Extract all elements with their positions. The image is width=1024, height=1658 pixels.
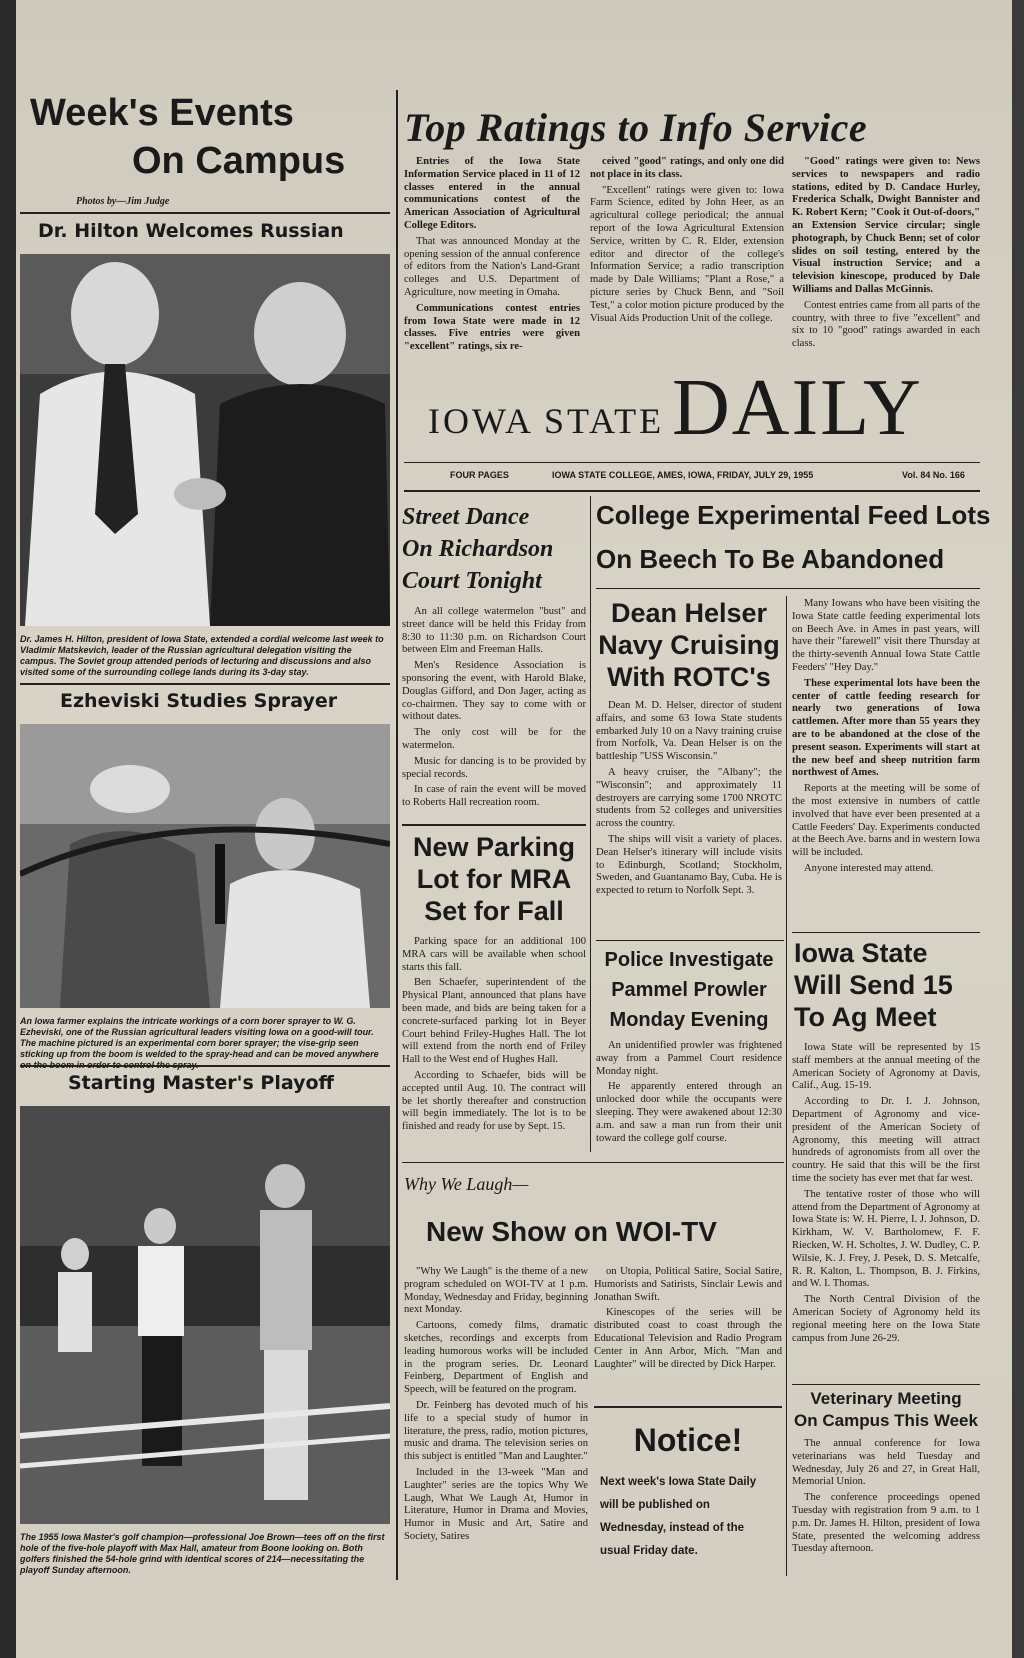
top-col1-p2: That was announced Monday at the opening session of the annual conference of editors from the Nation's Land-Grant colleges and U.S. Department of Agriculture, now meeting in Omaha. [404,235,580,298]
notice-box [594,1406,782,1580]
woi-col1-p1: "Why We Laugh" is the theme of a new program scheduled on WOI-TV at 1 p.m. Monday, Wednesday and Friday, beginning next Monday. [404,1266,588,1316]
woi-col1-p4: Included in the 13-week "Man and Laughter" series are the topics Why We Laugh, What We Laugh At, Humor in Literature, Humor in Drama and Movies, Humor in Music and Art, Satire and Society, Satires [404,1466,588,1542]
caption-ezheviski: An Iowa farmer explains the intricate workings of a corn borer sprayer to W. G. Ezheviski, one of the Russian agricultural leaders visiting Iowa on a good-will tour. The machine pictured is an experimental corn borer sprayer; the vise-grip seen sticking up from the boom is welded to the spray-head and can be moved anywhere [20,1016,379,1059]
top-story-col3 [792,156,980,368]
notice-body: Next week's Iowa State Daily will be published on Wednesday, instead of the usual Friday date. [600,1475,757,1557]
top-col1-p3: Communications contest entries from Iowa State were made in 12 classes. Five entries were given "excellent" ratings, six re- [404,302,580,353]
woi-kicker: Why We Laugh— [404,1174,529,1194]
agmeet-p1: Iowa State will be represented by 15 staff members at the annual meeting of the American Society of Agronomy at Davis, Calif., Aug. 15-19. [792,1042,980,1092]
vet-p2: The conference proceedings opened Tuesday with registration from 9 a.m. to 1 p.m. Dr. James H. Hilton, president of Iowa State, presented the welcoming address Tuesday afternoon. [792,1492,980,1555]
street-dance-p2: Men's Residence Association is sponsoring the event, with Harold Blake, Douglas Gifford, and Don Jager, acting as co-chairmen. They say to come with or without dates. [402,660,586,723]
top-col3-p1: "Good" ratings were given to: News services to newspapers and radio stations, edited by D. Candace Hurley, Frederica Schalk, Dwight Bannister and K. Robert Kern; "Cook it Out-of-doors," an Extension Service circular; single photograph, by Chuck Benn; set of color slides on soil testing, entered by the Visual instruction Service; and a television kinescope, produced by Dale Williams and Dallas McGinnis. [792,156,980,295]
top-story-col2 [590,156,784,368]
top-col3-p2: Contest entries came from all parts of the country, with three to five "excellent" and six to 10 "good" ratings awarded in each class. [792,299,980,350]
helser-headline-1: Dean Helser [610,598,768,628]
helser-body [596,700,782,936]
section-heading-ezheviski: Ezheviski Studies Sprayer [60,690,338,712]
parking-headline-1: New Parking [412,832,576,862]
parking-headline-2: Lot for MRA [416,864,572,894]
left-title-line1: Week's Events [30,92,294,134]
agmeet-body [792,1042,980,1380]
street-dance-p3: The only cost will be for the watermelon. [402,727,586,751]
helser-headline-3: With ROTC's [607,662,771,692]
photo-masters-playoff [20,1106,390,1524]
masthead-pages: FOUR PAGES [450,470,509,480]
parking-p2: Ben Schaefer, superintendent of the Physical Plant, announced that plans have been made, and bids are being taken for a concrete-surfaced parking lot in Beyer Court behind Friley-Hughes Hall. The lot will extend from the north end of Friley Hall to the West end of Hughes Hall. [402,977,586,1066]
agmeet-headline-1: Iowa State [794,938,928,968]
section-heading-hilton: Dr. Hilton Welcomes Russian [38,220,344,242]
street-dance-p4: Music for dancing is to be provided by special records. [402,755,586,780]
street-dance-headline-2: On Richardson [402,536,554,562]
prowler-p2: He apparently entered through an unlocked door while the occupants were sleeping. They were awakened about 12:30 a.m. and saw a man run from their unit toward the college golf course. [596,1081,782,1144]
woi-headline: New Show on WOI-TV [426,1216,717,1247]
woi-col2-p2: Kinescopes of the series will be distributed coast to coast through the Educational Television and Radio Program Center in Ann Arbor, Mich. "Man and Laughter" will be directed by Dick Harper. [594,1307,782,1370]
feedlots-p2: These experimental lots have been the center of cattle feeding research for nearly two generations of Iowa cattlemen. After more than 55 years they are to be abandoned at the close of the present season. Experiments will start at the new beef and sheep nutrition farm northwest of Ames. [792,677,980,779]
agmeet-p3: The tentative roster of those who will attend from the Department of Agronomy at Iowa State is: W. H. Pierre, I. J. Johnson, D. Kirkham, W. V. Bartholomew, F. F. Riecken, W. H. Scholtes, J. W. Dudley, C. P. Wilsie, K. J. Frey, J. Pesek, D. S. Metcalfe, R. R. Kalton, L. Thompson, B. J. Firkins, and W. I. Thomas. [792,1188,980,1290]
helser-p3: The ships will visit a variety of places. Dean Helser's itinerary will include visits to Edinburgh, Scotland; Stockholm, Sweden, and Guantanamo Bay, Cuba. He is expected to return to Norfolk Sept. 3. [596,833,782,897]
street-dance-body [402,606,586,814]
parking-p3: According to Schaefer, bids will be accepted until Aug. 10. The contract will be let shortly thereafter and construction will begin immediately. The lot is to be finished and ready for use by Sept. 15. [402,1069,586,1133]
prowler-body [596,1040,782,1156]
prowler-headline-2: Pammel Prowler [611,979,767,1001]
masthead-dateline: IOWA STATE COLLEGE, AMES, IOWA, FRIDAY, JULY 29, 1955 [552,470,814,480]
top-story-col1 [404,156,580,368]
left-photo-column [20,90,390,1580]
photo-ezheviski-sprayer [20,724,390,1008]
woi-col1 [404,1266,588,1580]
feedlots-p4: Anyone interested may attend. [804,862,934,874]
prowler-headline-1: Police Investigate [604,949,774,971]
vet-p1: The annual conference for Iowa veterinarians was held Tuesday and Wednesday, July 26 and 27, in Great Hall, Memorial Union. [792,1438,980,1488]
vet-headline-2: On Campus This Week [794,1411,978,1430]
street-dance-headline-1: Street Dance [402,504,530,530]
prowler-p1: An unidentified prowler was frightened away from a Pammel Court residence Monday night. [596,1040,782,1077]
masthead-volume: Vol. 84 No. 166 [902,470,965,480]
feedlots-p3: Reports at the meeting will be some of the most extensive in numbers of cattle involved that have ever been presented at a Cattle Feeders' Day. Experiments conducted at the Beech Ave. barns and in western Iowa will be included. [792,783,980,859]
helser-headline-2: Navy Cruising [598,630,780,660]
caption-hilton: Dr. James H. Hilton, president of Iowa State, extended a cordial welcome last week to Vladimir Matskevich, leader of the Russian agricultural delegation visiting the campus. The Soviet group attended periods of lecturing and discussions and also visited some of the surrounding college lands during its 3-day stay. [20,634,384,677]
top-col1-p1: Entries of the Iowa State Information Service placed in 11 of 12 classes entered in the annual communications contest of the American Association of Agricultural College Editors. [404,156,580,231]
film-edge-left [0,0,16,1658]
section-heading-masters-playoff: Starting Master's Playoff [68,1072,334,1094]
top-headline: Top Ratings to Info Service [404,105,868,150]
agmeet-p2: According to Dr. I. J. Johnson, Department of Agronomy and vice-president of the American Society of Agronomy, this meeting will attract hundreds of agronomists from all over the country. He said that this will be the first time the society has ever met that far west. [792,1096,980,1184]
helser-p2: A heavy cruiser, the "Albany"; the "Wisconsin"; and approximately 11 destroyers are carrying some 1700 NROTC students from 52 colleges and universities across the country. [596,766,782,830]
vet-body [792,1438,980,1578]
street-dance-headline-3: Court Tonight [402,568,542,594]
photo-credit: Photos by—Jim Judge [76,196,170,207]
street-dance-p1: An all college watermelon "bust" and street dance will be held this Friday from 8:30 to 11:30 p.m. on Richardson Court between Elm and Freeman Halls. [402,606,586,656]
caption-masters-playoff: The 1955 Iowa Master's golf champion—professional Joe Brown—tees off on the first hole of the five-hole playoff with Max Hall, amateur from Boone looking on. Both golfers finished the 54-hole grind with identical scores of 214—necessitating the playoff Sunday afternoon. [20,1532,385,1575]
photo-hilton-welcomes-russian [20,254,390,626]
feedlots-headline-2: On Beech To Be Abandoned [596,544,945,574]
agmeet-headline-2: Will Send 15 [794,970,953,1000]
agmeet-headline-3: To Ag Meet [794,1002,937,1032]
feedlots-headline-1: College Experimental Feed Lots [596,500,991,530]
vet-headline-1: Veterinary Meeting [810,1389,962,1408]
agmeet-p4: The North Central Division of the American Society of Agronomy held its regional meeting here on the Iowa State campus from June 26-29. [792,1294,980,1344]
left-title-line2: On Campus [132,140,346,182]
woi-col1-p3: Dr. Feinberg has devoted much of his life to a special study of humor in literature, the press, radio, motion pictures, music and drama. The television series on this subject is entitled "Man and Laughter." [404,1399,588,1463]
parking-p1: Parking space for an additional 100 MRA cars will be available when school starts this fall. [402,936,586,973]
woi-col1-p2: Cartoons, comedy films, dramatic sketches, recordings and excerpts from leading humorous works will be included in the program series. Dr. Leonard Feinberg, Department of English and Speech, will be featured on the program. [404,1320,588,1396]
parking-body [402,936,586,1152]
woi-col2-p1: on Utopia, Political Satire, Social Satire, Humorists and Satirists, Sinclair Lewis and Jonathan Swift. [594,1266,782,1303]
street-dance-p5: In case of rain the event will be moved to Roberts Hall recreation room. [402,784,586,809]
film-edge-right [1012,0,1024,1658]
prowler-headline-3: Monday Evening [609,1009,769,1031]
feedlots-p1: Many Iowans who have been visiting the Iowa State cattle feeding experimental lots on Beech Ave. in Ames in past years, will have their "farewell" visit there Thursday at the thirty-seventh Annual Iowa State Cattle Feeders' "Hey Day." [792,598,980,673]
masthead-name-big: DAILY [672,364,923,452]
helser-p1: Dean M. D. Helser, director of student affairs, and some 63 Iowa State students embarked July 10 on a Navy training cruise from Norfolk, Va. Dean Helser is on the battleship "USS Wisconsin." [596,700,782,763]
notice-headline: Notice! [633,1422,743,1458]
parking-headline-3: Set for Fall [424,896,564,926]
top-col2-p1: ceived "good" ratings, and only one did not place in its class. [590,156,784,180]
masthead-name-small: IOWA STATE [428,401,665,441]
woi-col2 [594,1266,782,1402]
top-col2-p2: "Excellent" ratings were given to: Iowa Farm Science, edited by John Heer, as an agricultural college periodical; the annual report of the Iowa Agricultural Extension Service, written by C. R. Elder, extension editor and director of the college's Information Service; a radio transcription made by Dale Williams; "Plant a Rose," a picture series by Chuck Benn, and "Soil Test," a color motion picture produced by the Visual Aids Production Unit of the college. [590,184,784,324]
feedlots-body [792,598,980,928]
